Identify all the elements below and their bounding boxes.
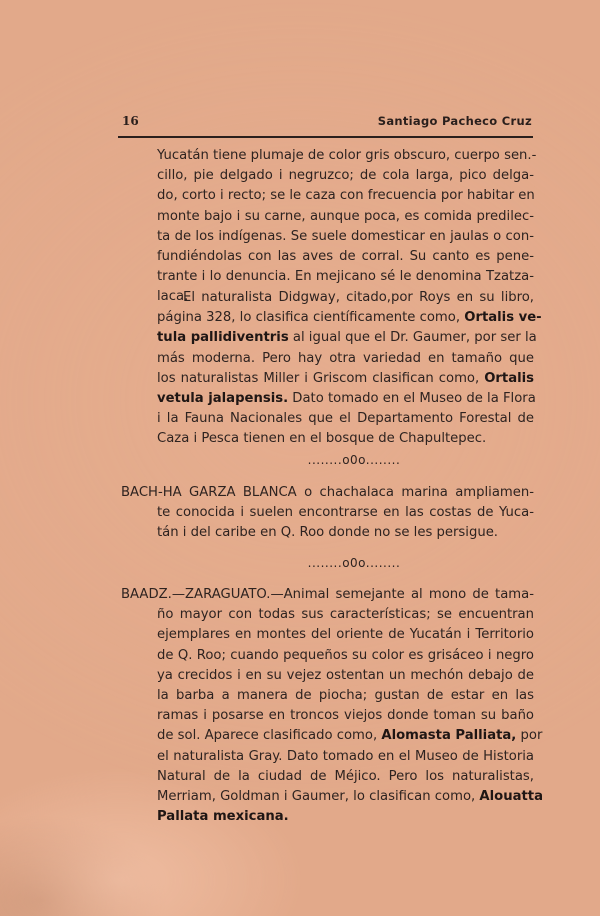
scientific-name: Ortalis xyxy=(484,370,534,386)
scientific-name: Alouatta xyxy=(479,789,544,805)
text-line: i la Fauna Nacionales que el Departamento Forestal de xyxy=(157,411,534,427)
text-line: de Q. Roo; cuando pequeños su color es grisáceo i negro xyxy=(157,647,534,663)
scientific-name: Pallata mexicana. xyxy=(157,809,289,825)
text-line: fundiéndolas con las aves de corral. Su canto es pene- xyxy=(157,249,534,265)
text-line xyxy=(157,308,542,328)
entry-baadz xyxy=(121,585,544,827)
text-line xyxy=(157,389,534,409)
text-line: ño mayor con todas sus características; se encuentran xyxy=(157,607,534,623)
text-line: más moderna. Pero hay otra variedad en tamaño que xyxy=(157,350,534,366)
text-line: Natural de la ciudad de Méjico. Pero los naturalistas, xyxy=(157,768,534,784)
text-line: te conocida i suelen encontrarse en las costas de Yuca- xyxy=(157,505,534,521)
text-line: ta de los indígenas. Se suele domesticar en jaulas o con- xyxy=(157,228,534,244)
scientific-name: tula pallidiventris xyxy=(157,330,289,346)
entry-first-line: BAADZ.—ZARAGUATO.—Animal semejante al mono de tama- xyxy=(121,587,534,602)
section-separator: ........o0o........ xyxy=(307,453,401,467)
page-number: 16 xyxy=(122,114,139,128)
text-line: trante i lo denuncia. En mejicano sé le denomina Tzatza- xyxy=(157,269,534,285)
section-separator: ........o0o........ xyxy=(307,556,401,570)
scientific-name: Alomasta Palliata, xyxy=(381,728,517,744)
text-line: laca. xyxy=(157,289,189,305)
text-line xyxy=(157,369,534,389)
text-line: el naturalista Gray. Dato tomado en el Museo de Historia xyxy=(157,748,534,764)
text-line: ejemplares en montes del oriente de Yucatán i Territorio xyxy=(157,627,534,643)
text-line xyxy=(157,328,537,348)
running-head-author: Santiago Pacheco Cruz xyxy=(377,114,532,128)
text-line: monte bajo i su carne, aunque poca, es comida predilec- xyxy=(157,208,534,224)
header-rule xyxy=(118,136,533,138)
text-line: la barba a manera de piocha; gustan de estar en las xyxy=(157,688,534,704)
entry-bach-ha xyxy=(121,483,534,544)
text-line: Caza i Pesca tienen en el bosque de Chapultepec. xyxy=(157,431,487,447)
entry-first-line: BACH-HA GARZA BLANCA o chachalaca marina ampliamen- xyxy=(121,485,534,500)
scientific-name: Ortalis ve- xyxy=(464,310,542,326)
text-run: Merriam, Goldman i Gaumer, lo clasifican como, xyxy=(157,789,480,805)
text-run: Dato tomado en el Museo de la Flora xyxy=(288,391,536,407)
text-run: al igual que el Dr. Gaumer, por ser la xyxy=(288,330,537,346)
text-run: los naturalistas Miller i Griscom clasifican como, xyxy=(157,370,485,386)
text-line: tán i del caribe en Q. Roo donde no se les persigue. xyxy=(157,525,499,541)
paragraph-classification xyxy=(157,288,542,450)
text-line: cillo, pie delgado i negruzco; de cola larga, pico delga- xyxy=(157,168,534,184)
page-header xyxy=(118,112,534,132)
text-line: Yucatán tiene plumaje de color gris obscuro, cuerpo sen.- xyxy=(157,148,537,163)
text-line: ramas i posarse en troncos viejos donde toman su baño xyxy=(157,708,534,724)
text-line: ya crecidos i en su vejez ostentan un mechón debajo de xyxy=(157,667,534,683)
text-run: por xyxy=(516,728,543,744)
text-line xyxy=(157,726,543,746)
paragraph-chachalaca-description xyxy=(157,146,537,308)
text-line: El naturalista Didgway, citado,por Roys en su libro, xyxy=(183,290,534,305)
text-run: página 328, lo clasifica científicamente como, xyxy=(157,310,465,326)
text-run: de sol. Aparece clasificado como, xyxy=(157,728,382,744)
text-line xyxy=(157,807,534,827)
scientific-name: vetula jalapensis. xyxy=(157,391,289,407)
text-line xyxy=(157,787,544,807)
text-line: do, corto i recto; se le caza con frecuencia por habitar en xyxy=(157,188,535,204)
